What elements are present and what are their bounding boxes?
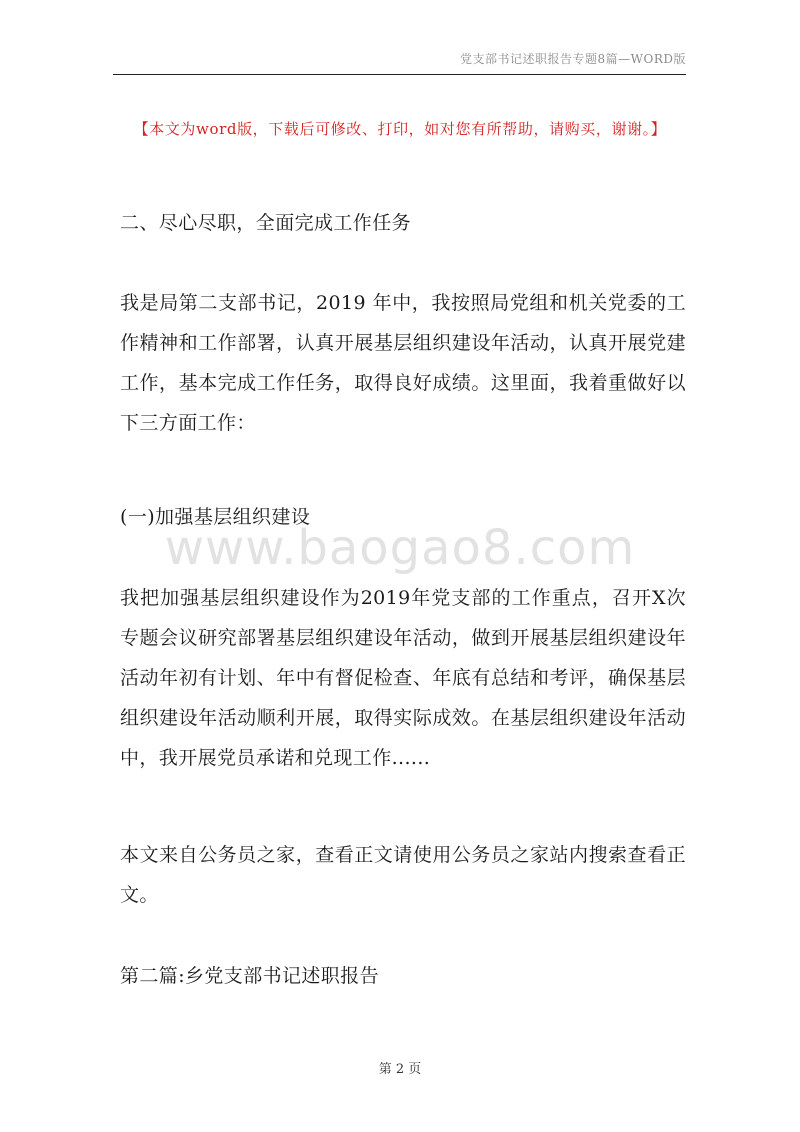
sub-heading: (一)加强基层组织建设 [120,506,311,528]
purchase-notice: 【本文为word版，下载后可修改、打印，如对您有所帮助，请购买，谢谢。】 [133,120,667,138]
site-watermark: www.baogao8.com [164,520,636,576]
page-number: 第 2 页 [378,1062,422,1077]
next-article-title: 第二篇:乡党支部书记述职报告 [120,965,380,987]
header-divider [113,74,686,75]
running-header: 党支部书记述职报告专题8篇—WORD版 [460,52,686,66]
paragraph-intro: 我是局第二支部书记，2019 年中，我按照局党组和机关党委的工作精神和工作部署，认真开展基层组织建设年活动，认真开展党建工作，基本完成工作任务，取得良好成绩。这里面，我着重做好以下三方面工作： [120,292,686,434]
section-heading: 二、尽心尽职，全面完成工作任务 [120,212,412,234]
paragraph-details: 我把加强基层组织建设作为2019年党支部的工作重点，召开X次专题会议研究部署基层组织建设年活动，做到开展基层组织建设年活动年初有计划、年中有督促检查、年底有总结和考评，确保基层组织建设年活动顺利开展，取得实际成效。在基层组织建设年活动中，我开展党员承诺和兑现工作...... [120,587,686,769]
paragraph-source: 本文来自公务员之家，查看正文请使用公务员之家站内搜索查看正文。 [120,844,686,906]
